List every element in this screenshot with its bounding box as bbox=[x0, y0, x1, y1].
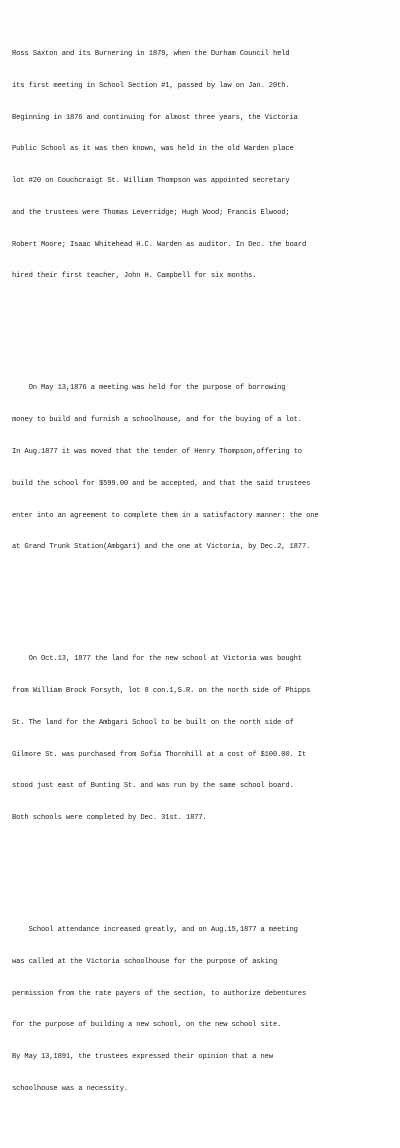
text-line: Ross Saxton and its Burnering in 1879, when the Durham Council held bbox=[12, 49, 290, 58]
text-line: and the trustees were Thomas Leverridge; Hugh Wood; Francis Elwood; bbox=[12, 208, 290, 217]
text-line: School attendance increased greatly, and on Aug.15,1877 a meeting bbox=[12, 926, 298, 935]
paragraph-3 bbox=[12, 633, 392, 845]
paragraph-gap bbox=[12, 866, 392, 872]
text-line: build the school for $599.00 and be accepted, and that the said trustees bbox=[12, 479, 311, 488]
text-line: In Aug.1877 it was moved that the tender of Henry Thompson,offering to bbox=[12, 447, 302, 456]
paragraph-4 bbox=[12, 904, 392, 1116]
text-line: On Oct.13, 1877 the land for the new school at Victoria was bought bbox=[12, 655, 302, 664]
paragraph-gap bbox=[12, 324, 392, 330]
text-line: By May 13,1891, the trustees expressed their opinion that a new bbox=[12, 1053, 273, 1062]
text-line: was called at the Victoria schoolhouse for the purpose of asking bbox=[12, 957, 278, 966]
text-line: its first meeting in School Section #1, passed by law on Jan. 20th. bbox=[12, 81, 290, 90]
text-line: at Grand Trunk Station(Ambgari) and the one at Victoria, by Dec.2, 1877. bbox=[12, 543, 311, 552]
document-text bbox=[12, 0, 392, 1148]
text-line: Both schools were completed by Dec. 31st. 1877. bbox=[12, 814, 207, 823]
text-line: enter into an agreement to complete them in a satisfactory manner: the one bbox=[12, 511, 319, 520]
text-line: Beginning in 1876 and continuing for almost three years, the Victoria bbox=[12, 113, 298, 122]
text-line: Gilmore St. was purchased from Sofia Thornhill at a cost of $100.00. It bbox=[12, 750, 307, 759]
paragraph-gap bbox=[12, 595, 392, 601]
text-line: permission from the rate payers of the section, to authorize debentures bbox=[12, 989, 307, 998]
text-line: schoolhouse was a necessity. bbox=[12, 1084, 128, 1093]
text-line: for the purpose of building a new school, on the new school site. bbox=[12, 1021, 282, 1030]
text-line: hired their first teacher, John H. Campbell for six months. bbox=[12, 272, 257, 281]
text-line: Public School as it was then known, was held in the old Warden place bbox=[12, 145, 294, 154]
paragraph-2 bbox=[12, 362, 392, 574]
text-line: St. The land for the Ambgari School to be built on the north side of bbox=[12, 718, 294, 727]
text-line: from William Brock Forsyth, lot 8 con.1,S.R. on the north side of Phipps bbox=[12, 687, 311, 695]
text-line: money to build and furnish a schoolhouse, and for the buying of a lot. bbox=[12, 416, 302, 425]
paragraph-1 bbox=[12, 28, 392, 303]
text-line: stood just east of Bunting St. and was run by the same school board. bbox=[12, 782, 294, 791]
text-line: On May 13,1876 a meeting was held for the purpose of borrowing bbox=[12, 384, 286, 393]
text-line: lot #20 on Couchcraigt St. William Thompson was appointed secretary bbox=[12, 177, 290, 186]
text-line: Robert Moore; Isaac Whitehead H.C. Warden as auditor. In Dec. the board bbox=[12, 240, 307, 249]
